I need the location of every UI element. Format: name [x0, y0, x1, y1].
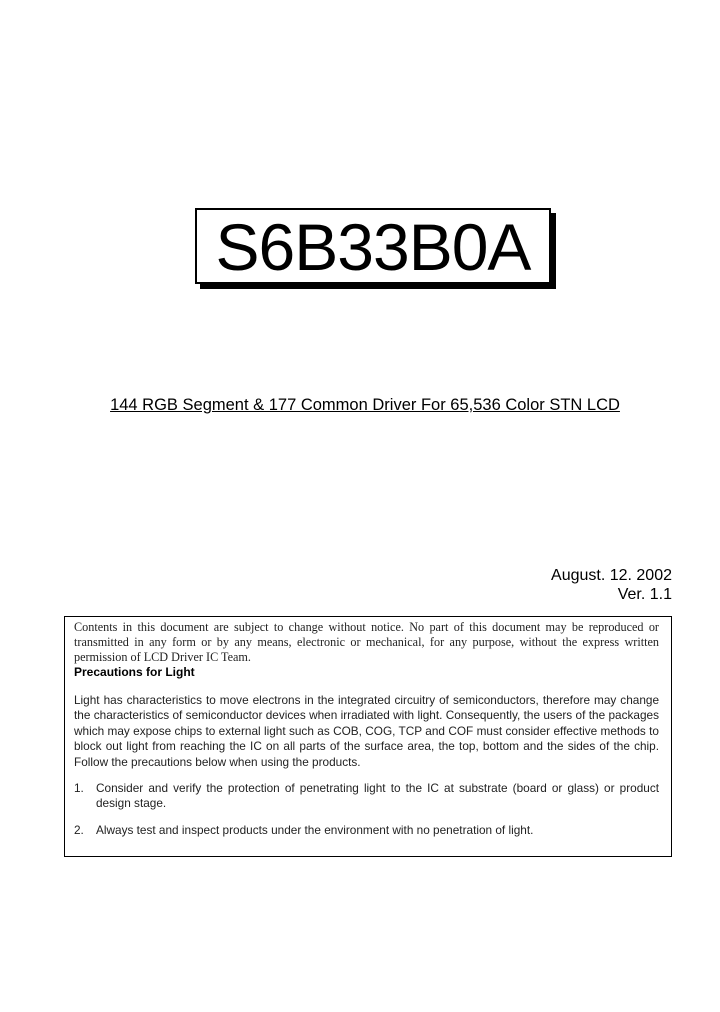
disclaimer-text: Contents in this document are subject to change without notice. No part of this document may be reproduced or transmitted in any form or by any means, electronic or mechanical, for any purpose, without the express written permission of LCD Driver IC Team.	[74, 620, 659, 664]
title-box	[195, 208, 551, 284]
list-item-text: Always test and inspect products under the environment with no penetration of light.	[96, 822, 534, 837]
list-item	[74, 781, 659, 812]
list-item	[74, 823, 659, 838]
precautions-list	[74, 781, 659, 838]
document-subtitle: 144 RGB Segment & 177 Common Driver For 65,536 Color STN LCD	[110, 396, 620, 414]
list-item-text: Consider and verify the protection of penetrating light to the IC at substrate (board or glass) or product design stage.	[96, 781, 659, 811]
document-date: August. 12. 2002	[551, 567, 672, 584]
notice-box	[64, 616, 672, 857]
date-version-block	[551, 566, 672, 604]
document-title: S6B33B0A	[215, 210, 531, 284]
list-item-number: 2.	[74, 822, 84, 837]
document-version: Ver. 1.1	[617, 586, 672, 603]
precautions-heading: Precautions for Light	[74, 665, 195, 679]
precautions-body: Light has characteristics to move electrons in the integrated circuitry of semiconductors, therefore may change the characteristics of semiconductor devices when irradiated with light. Consequently, the users of the packages which may expose chips to external light such as COB, COG, TCP and COF must consider effective methods to block out light from reaching the IC on all parts of the surface area, the top, bottom and the sides of the chip. Follow the precautions below when using the products.	[74, 693, 659, 769]
list-item-number: 1.	[74, 781, 84, 796]
